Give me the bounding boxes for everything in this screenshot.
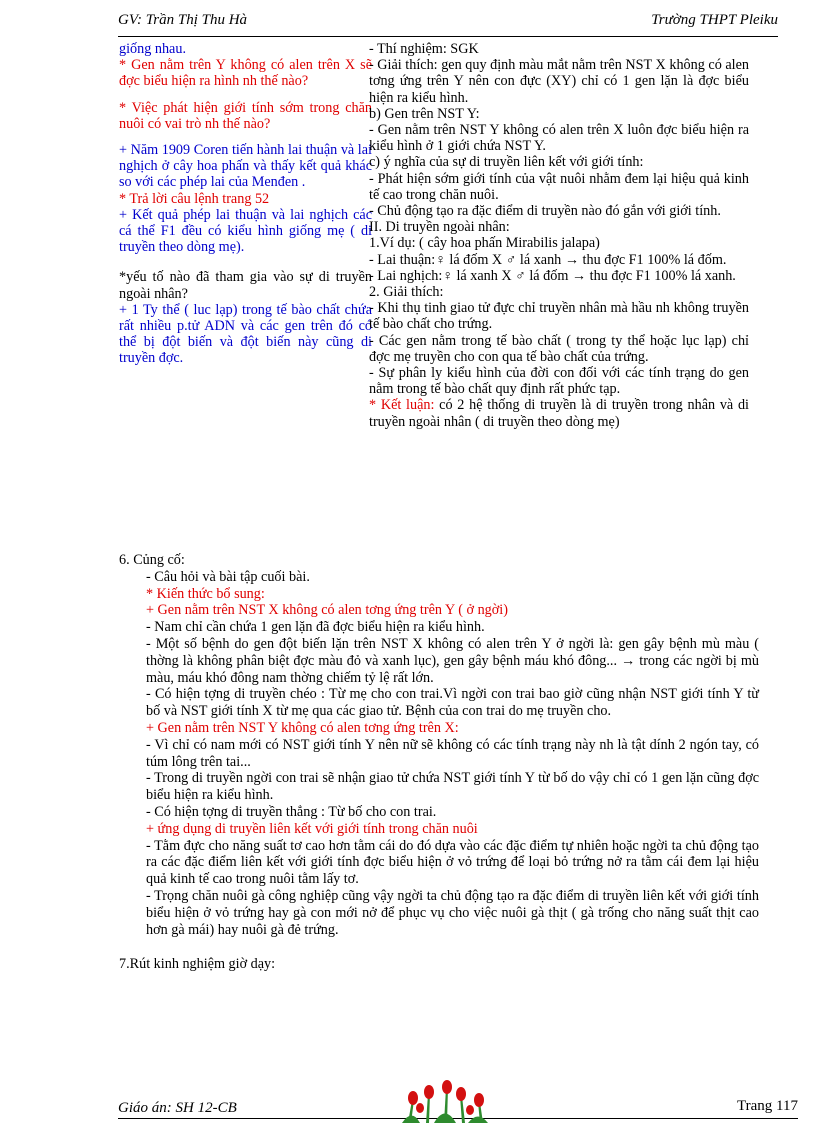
paragraph: - Chủ động tạo ra đặc điểm di truyền nào đó gắn với giới tính. [369, 203, 721, 220]
paragraph: - Có hiện tợng di truyền chéo : Từ mẹ cho con trai.Vì ngời con trai bao giờ cũng nhận NST giới tính Y từ bố và NST giới tính X từ mẹ qua các giao tử. Bệnh của con trai do mẹ truyền cho. [146, 686, 759, 720]
paragraph: - Khi thụ tinh giao tử đực chỉ truyền nhân mà hầu nh không truyền tế bào chất cho trứng. [369, 300, 749, 333]
paragraph: + 1 Ty thể ( luc lạp) trong tế bào chất chứa rất nhiều p.tử ADN và các gen trên đó có thể bị đột biến và đột biến này cũng di truyền đợc. [119, 301, 372, 367]
paragraph-lead: * Kết luận: [369, 397, 435, 414]
paragraph: c) ý nghĩa của sự di truyền liên kết với giới tính: [369, 154, 644, 171]
header-school: Trường THPT Pleiku [651, 12, 778, 28]
paragraph: II. Di truyền ngoài nhân: [369, 219, 510, 236]
paragraph: - Phát hiện sớm giới tính của vật nuôi nhằm đem lại hiệu quả kinh tế cao trong chăn nuôi. [369, 170, 749, 203]
paragraph: - Các gen nằm trong tế bào chất ( trong ty thể hoặc lục lạp) chỉ đợc mẹ truyền cho con qua tế bào chất của trứng. [369, 332, 749, 365]
paragraph: - Có hiện tợng di truyền thẳng : Từ bố cho con trai. [146, 803, 437, 820]
paragraph: - Vì chỉ có nam mới có NST giới tính Y nên nữ sẽ không có các tính trạng này nh là tật dính 2 ngón tay, có túm lông trên tai... [146, 736, 759, 770]
header-divider [118, 36, 778, 37]
paragraph: - Một số bệnh do gen đột biến lặn trên NST X không có alen trên Y ở ngời là: gen gây bệnh mù màu ( thờng là không phân biệt đợc màu đỏ và xanh lục), gen gây bệnh máu khó đông... → trong các ngời bị mù màu, máu khó đông nam thờng chiếm tỷ lệ rất lớn. [146, 635, 759, 686]
right-column [369, 41, 749, 430]
paragraph: - Tằm đực cho năng suất tơ cao hơn tằm cái do đó dựa vào các đặc điểm tự nhiên hoặc ngời ta chủ động tạo ra các đặc điểm liên kết với giới tính đợc biểu hiện ở vỏ trứng để loại bỏ trứng nở ra tằm cái đem lại hiệu quả kinh tế cao trong nuôi tằm lấy tơ. [146, 837, 759, 888]
footer-lesson-plan: Giáo án: SH 12-CB [118, 1100, 237, 1116]
paragraph: - Sự phân ly kiểu hình của đời con đối với các tính trạng do gen nằm trong tế bào chất quy định rất phức tạp. [369, 365, 749, 398]
paragraph: b) Gen trên NST Y: [369, 105, 480, 122]
paragraph: + Năm 1909 Coren tiến hành lai thuận và lai nghịch ở cây hoa phấn và thấy kết quả khác so với các phép lai của Menđen . [119, 142, 372, 191]
footer-page-number: Trang 117 [737, 1098, 798, 1114]
paragraph: - Lai nghịch:♀ lá xanh X ♂ lá đốm → thu đợc F1 100% lá xanh. [369, 267, 736, 284]
tulip-flowers-icon [398, 1080, 493, 1123]
paragraph: * Việc phát hiện giới tính sớm trong chăn nuôi có vai trò nh thế nào? [119, 99, 372, 132]
paragraph: * Gen nằm trên Y không có alen trên X sẽ đợc biểu hiện ra hình nh thế nào? [119, 57, 372, 90]
paragraph: + Gen nằm trên NST X không có alen tơng ứng trên Y ( ở ngời) [146, 602, 508, 619]
paragraph: - Nam chỉ cần chứa 1 gen lặn đã đợc biểu hiện ra kiểu hình. [146, 619, 485, 636]
paragraph: + Gen nằm trên NST Y không có alen tơng ứng trên X: [146, 719, 459, 736]
paragraph: * Kiến thức bổ sung: [146, 585, 265, 602]
paragraph: - Giải thích: gen quy định màu mắt nằm trên NST X không có alen tơng ứng trên Y nên con đực (XY) chỉ có 1 gen lặn là đợc biểu hiện ra kiểu hình. [369, 57, 749, 106]
paragraph [369, 397, 749, 429]
paragraph: - Gen nằm trên NST Y không có alen trên X luôn đợc biểu hiện ra kiểu hình ở 1 giới chứa NST Y. [369, 122, 749, 155]
bottom-section [119, 552, 759, 973]
spacer [119, 90, 372, 100]
spacer [119, 132, 372, 142]
paragraph-text: có 2 hệ thống di truyền là di truyền trong nhân và di truyền ngoài nhân ( di truyền theo dòng mẹ) [369, 397, 749, 430]
paragraph: + ứng dụng di truyền liên kết với giới tính trong chăn nuôi [146, 820, 478, 837]
spacer [119, 255, 372, 269]
consolidation-list [119, 569, 759, 939]
left-column [119, 41, 372, 367]
header-teacher: GV: Trần Thị Thu Hà [118, 12, 248, 28]
paragraph: * Trả lời câu lệnh trang 52 [119, 190, 270, 207]
paragraph: giống nhau. [119, 41, 186, 57]
paragraph: 2. Giải thích: [369, 284, 444, 301]
paragraph: - Thí nghiệm: SGK [369, 41, 479, 57]
section-7-title: 7.Rút kinh nghiệm giờ dạy: [119, 956, 276, 973]
paragraph: 1.Ví dụ: ( cây hoa phấn Mirabilis jalapa) [369, 235, 600, 252]
paragraph: *yếu tố nào đã tham gia vào sự di truyền ngoài nhân? [119, 269, 372, 302]
paragraph: + Kết quả phép lai thuận và lai nghịch các cá thể F1 đều có kiểu hình giống mẹ ( di truyền theo dòng mẹ). [119, 206, 372, 256]
paragraph: - Trong di truyền ngời con trai sẽ nhận giao tử chứa NST giới tính Y từ bố do vậy chỉ có 1 gen lặn cũng đợc biểu hiện ra kiểu hình. [146, 770, 759, 804]
paragraph: - Lai thuận:♀ lá đốm X ♂ lá xanh → thu đợc F1 100% lá đốm. [369, 251, 727, 268]
paragraph: - Trọng chăn nuôi gà công nghiệp cũng vậy ngời ta chủ động tạo ra đặc điểm di truyền liên kết với giới tính biểu hiện ở vỏ trứng hay gà con mới nở để phục vụ cho việc nuôi gà thịt ( gà trống cho năng suất thịt cao hơn gà mái) hay nuôi gà đẻ trứng. [146, 887, 759, 938]
paragraph: - Câu hỏi và bài tập cuối bài. [146, 568, 310, 585]
section-6-title: 6. Củng cố: [119, 552, 185, 568]
